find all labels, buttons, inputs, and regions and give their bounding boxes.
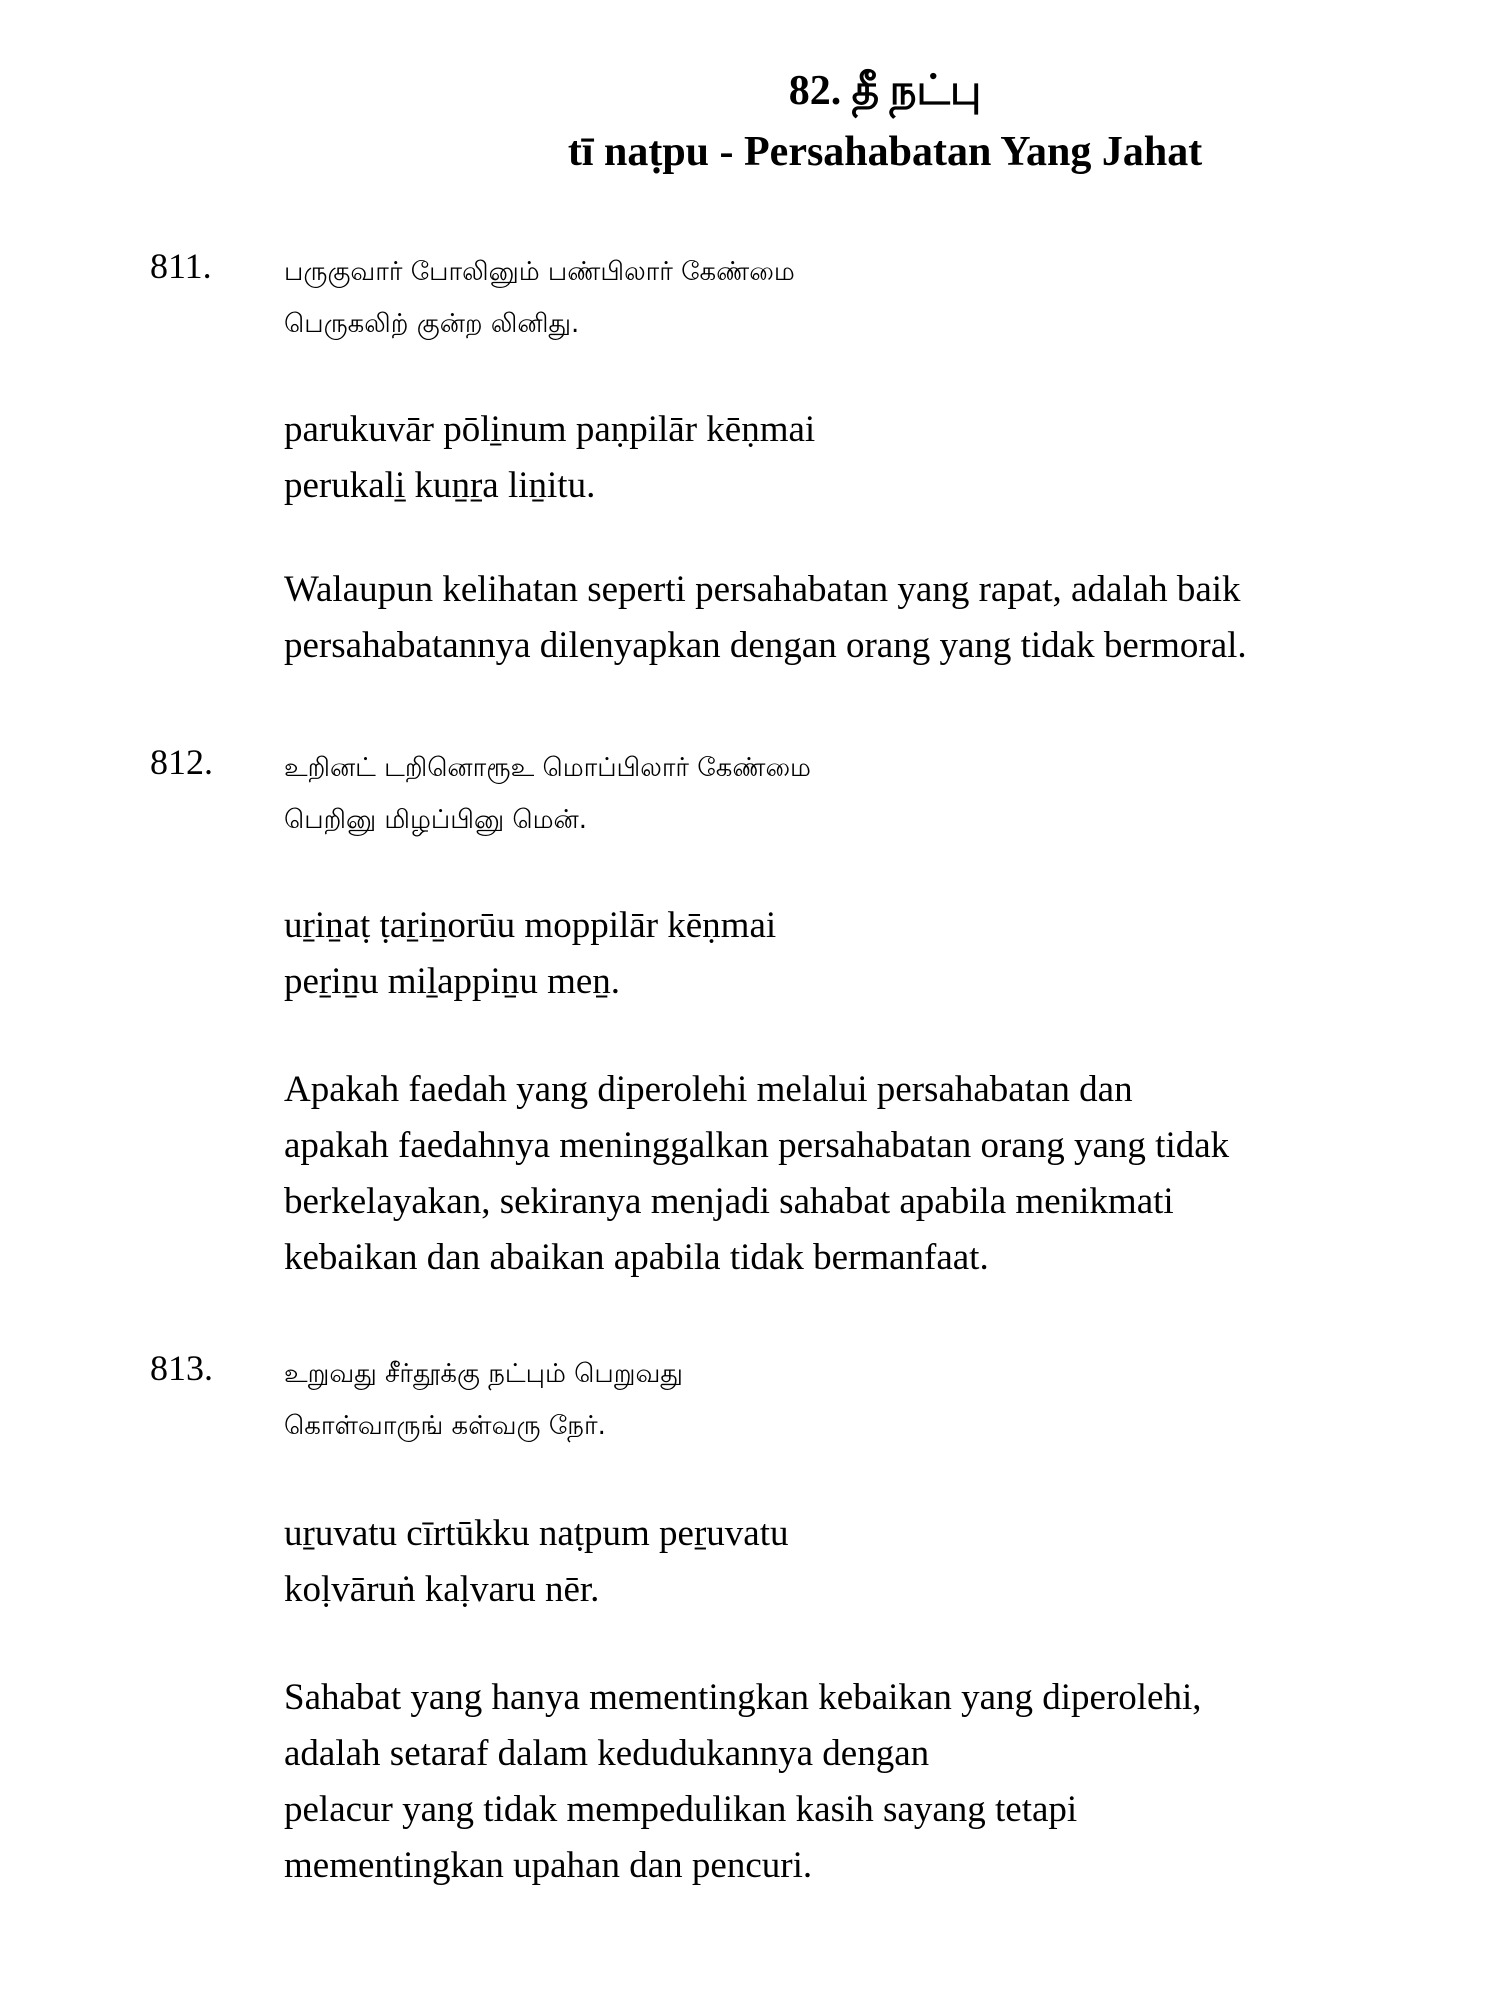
translit-line: uṟiṉaṭ ṭaṟiṉorūu moppilār kēṇmai xyxy=(284,905,777,946)
tamil-line: பெறினு மிழப்பினு மென். xyxy=(284,805,588,835)
verse-tamil xyxy=(284,742,811,846)
verse-tamil xyxy=(284,1348,683,1452)
chapter-title-translation: tī naṭpu - Persahabatan Yang Jahat xyxy=(567,129,1203,175)
translation-line: Walaupun kelihatan seperti persahabatan yang rapat, adalah baik xyxy=(284,569,1241,610)
verse-tamil xyxy=(284,246,795,350)
translation-line: berkelayakan, sekiranya menjadi sahabat apabila menikmati xyxy=(284,1181,1174,1222)
translation-line: Apakah faedah yang diperolehi melalui persahabatan dan xyxy=(284,1069,1133,1110)
tamil-line: கொள்வாருங் கள்வரு நேர். xyxy=(284,1411,606,1441)
verse-number: 812. xyxy=(150,742,213,782)
chapter-heading xyxy=(0,62,1500,184)
verse-transliteration xyxy=(284,1506,789,1618)
verse-transliteration xyxy=(284,898,776,1010)
translit-line: parukuvār pōli̱num paṇpilār kēṇmai xyxy=(284,409,816,450)
translation-line: persahabatannya dilenyapkan dengan orang yang tidak bermoral. xyxy=(284,625,1247,666)
translit-line: uṟuvatu cīrtūkku naṭpum peṟuvatu xyxy=(284,1513,789,1554)
verse-number: 811. xyxy=(150,246,212,286)
translation-line: apakah faedahnya meninggalkan persahabatan orang yang tidak xyxy=(284,1125,1230,1166)
translation-line: kebaikan dan abaikan apabila tidak bermanfaat. xyxy=(284,1237,989,1278)
translation-line: pelacur yang tidak mempedulikan kasih sayang tetapi xyxy=(284,1789,1078,1830)
verse-transliteration xyxy=(284,402,815,514)
verse-translation xyxy=(284,1670,1404,1894)
verse-translation xyxy=(284,1062,1404,1286)
tamil-line: உறுவது சீர்தூக்கு நட்பும் பெறுவது xyxy=(284,1359,683,1389)
translation-line: adalah setaraf dalam kedudukannya dengan xyxy=(284,1733,930,1774)
verse-number: 813. xyxy=(150,1348,213,1388)
translation-line: mementingkan upahan dan pencuri. xyxy=(284,1845,813,1886)
translit-line: peṟiṉu miḻappiṉu meṉ. xyxy=(284,961,621,1002)
tamil-line: உறினட் டறினொரூஉ மொப்பிலார் கேண்மை xyxy=(284,753,811,783)
tamil-line: பெருகலிற் குன்ற லினிது. xyxy=(284,309,580,339)
verse-translation xyxy=(284,562,1404,674)
translit-line: koḷvāruṅ kaḷvaru nēr. xyxy=(284,1569,600,1610)
translit-line: perukali̱ kuṉṟa liṉitu. xyxy=(284,465,596,506)
chapter-title-tamil: 82. தீ நட்பு xyxy=(788,68,982,114)
tamil-line: பருகுவார் போலினும் பண்பிலார் கேண்மை xyxy=(284,257,795,287)
translation-line: Sahabat yang hanya mementingkan kebaikan yang diperolehi, xyxy=(284,1677,1202,1718)
